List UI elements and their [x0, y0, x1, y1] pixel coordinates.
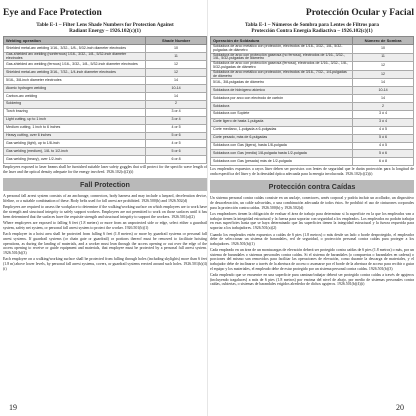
- table-row: [4, 140, 207, 148]
- operation-cell: Medium cutting, 1 inch to 6 inches: [4, 124, 146, 132]
- table-caption-line-1: Table E-1 – Filter Lens Shade Numbers for Protection Against: [36, 22, 174, 28]
- operation-cell: Soldadura de arco con protección gaseosa (ferrosa), electrodos de 1/16-, 3/32-, 1/8-, 5/32-pulgadas de diámetro: [211, 62, 353, 71]
- fall-protection-banner: Fall Protection: [3, 178, 207, 191]
- paragraph-unprotected-edge: Where employees are exposed to falling 6 feet (1.8 meters) or more from an unprotected side or edge, select either a guardrail system, safety net system, or personal fall arrest system to protect the worker. 1926.501(b)(1): [3, 221, 207, 230]
- table-row: [4, 108, 207, 116]
- table-row: [4, 61, 207, 69]
- shade-number-cell: 11: [353, 53, 414, 62]
- paragraph-unprotected-edge: Cuando los empleados estén expuestos a caídas de 6 pies (1.8 metros) o más desde un lado o borde desprotegido, el empleador debe de seleccionar un sistema de barandales, red de seguridad, o protección personal contra caídas para proteger a los trabajadores. 1926.501(b)(1): [210, 232, 414, 246]
- table-header-row: [4, 37, 207, 45]
- page-divider: [207, 0, 208, 416]
- operation-cell: Corte ligero de hasta 1-pulgada: [211, 118, 353, 126]
- operation-cell: Soldadura con Gas (media) 1/8-pulgada hasta 1/2-pulgada: [211, 150, 353, 158]
- paragraph-hoist-area: Cada empleado en un área de un montacargas de elevación deberá ser protegido contra caídas de 6 pies (1.8 metros) o más, por un sistema de barandales o sistemas personales contra caídas. Si el sistema de barandales (o compuertas o barandales en cadena) o porciones del mismo son removidos para facilitar las operaciones de elevación, como durante la descarga de materiales, y el trabajador debe de inclinarse a través de la abertura de acceso o asomarse por el borde de la abertura de acceso para recibir o guiar el equipo y los materiales, el empleado debe de estar protegido por un sistema personal contra caídas. 1926.501(b)(3): [210, 248, 414, 271]
- operation-cell: Soldadura de arco metálico con protección, electrodos de 3/16-, 7/32-, 1/4-pulgadas de diámetro: [211, 70, 353, 79]
- laser-paragraph: Employees exposed to laser beams shall be furnished suitable laser safety goggles that will protect for the specific wave length of the laser and the optical density adequate for the energy involved. 1926.102(c)(2)(i): [3, 165, 207, 174]
- table-row: [211, 103, 414, 111]
- table-caption: [210, 22, 414, 34]
- table-body: [4, 45, 207, 164]
- table-row: [211, 118, 414, 126]
- operation-cell: Soldadura por arco con electrodo de carbón: [211, 95, 353, 103]
- shade-number-cell: 10: [353, 45, 414, 54]
- column-header-shade: Shade Number: [146, 37, 207, 45]
- shade-number-cell: 14: [353, 79, 414, 87]
- table-row: [211, 126, 414, 134]
- table-row: [211, 158, 414, 166]
- operation-cell: Soldering: [4, 100, 146, 108]
- shade-number-cell: 3 or 4: [146, 116, 207, 124]
- operation-cell: Corte mediano, 1-pulgada a 6-pulgadas: [211, 126, 353, 134]
- paragraph-surface-assessment: Employees are required to assess the workplace to determine if the walking/working surface on which employees are to work have the strength and structural integrity to safely support workers. Employees are not permitted to work on those surfaces until it has been determined that the surfaces have the requisite strength and structural integrity to support the workers. 1926.501(a)(2): [3, 205, 207, 219]
- shade-number-cell: 5 or 6: [146, 132, 207, 140]
- shade-number-cell: 3 or 4: [146, 108, 207, 116]
- table-caption-line-2: Radiant Energy – 1926.102(c)(1): [69, 28, 141, 34]
- shade-number-cell: 4 ó 5: [353, 126, 414, 134]
- table-row: [4, 148, 207, 156]
- operation-cell: Corte pesado, más de 6-pulgadas: [211, 134, 353, 142]
- paragraph-fall-arrest-system: A personal fall arrest system consists of an anchorage, connectors, body harness and may include a lanyard, deceleration device, lifeline, or a suitable combination of these. Body belts used for fall arrest are prohibited. 1926.500(b) and 1926.502(d): [3, 194, 207, 203]
- right-page-spanish: [210, 0, 414, 416]
- table-row: [211, 62, 414, 71]
- table-row: [4, 156, 207, 164]
- column-header-shade: Número de Sombra: [353, 37, 414, 45]
- shade-number-table: [210, 36, 414, 166]
- shade-number-cell: 10-14: [353, 87, 414, 95]
- table-row: [4, 85, 207, 93]
- operation-cell: 5/16-, 3/8-inch diameter electrodes: [4, 77, 146, 85]
- operation-cell: Gas welding (heavy), over 1/2-inch: [4, 156, 146, 164]
- page-number: 19: [9, 403, 17, 412]
- shade-number-cell: 10: [146, 45, 207, 53]
- shade-number-cell: 3 ó 4: [353, 118, 414, 126]
- shade-number-cell: 12: [353, 62, 414, 71]
- shade-number-cell: 14: [146, 93, 207, 101]
- paragraph-holes: Each employee on a walking/working surface shall be protected from falling through holes (including skylights) more than 6 feet (1.8 m) above lower levels, by personal fall arrest systems, covers, or guardrail systems erected around such holes. 1926.501(b)(4)(i): [3, 257, 207, 271]
- table-body: [211, 45, 414, 166]
- table-caption: [3, 22, 207, 34]
- shade-number-cell: 5 or 6: [146, 148, 207, 156]
- operation-cell: Soldadura de arco metálico con protección, electrodos de 1/16-, 3/32-, 1/8-, 5/32-pulgadas de diámetro: [211, 45, 353, 54]
- operation-cell: Soldadura con Soplete: [211, 110, 353, 118]
- operation-cell: Soldadura de arco con protección gaseosa (no ferrosa), electrodos de 1/16-, 3/32-, 1/8-, 5/32-pulgadas de diámetro: [211, 53, 353, 62]
- fall-protection-banner: Protección contra Caídas: [210, 180, 414, 193]
- table-row: [4, 116, 207, 124]
- operation-cell: Shielded metal-arc welding 1/16-, 3/32-, 1/8-, 5/32-inch diameter electrodes: [4, 45, 146, 53]
- shade-number-cell: 2: [146, 100, 207, 108]
- shade-number-cell: 2: [353, 103, 414, 111]
- operation-cell: 5/16-, 3/8-pulgadas de diámetro: [211, 79, 353, 87]
- table-caption-line-1: Tabla E-1 – Números de Sombra para Lentes de Filtros para: [245, 22, 379, 28]
- operation-cell: Gas welding (medium), 1/8- to 1/2-inch: [4, 148, 146, 156]
- left-page-english: [3, 0, 207, 416]
- operation-cell: Carbon-arc welding: [4, 93, 146, 101]
- table-row: [4, 132, 207, 140]
- paragraph-holes: Cada empleado que se encuentre en una superficie para caminar/trabajar deberá ser protegido contra caídas a través de agujeros (incluyendo tragaluces) a más de 6 pies (1.8 metros) por encima del nivel de abajo, por medio de sistemas personales contra caídas, cubiertas, o sistemas de barandales erigidos alrededor de dichos agujeros. 1926.501(b)(4)(i): [210, 273, 414, 287]
- operation-cell: Atomic hydrogen welding: [4, 85, 146, 93]
- operation-cell: Soldadura: [211, 103, 353, 111]
- table-row: [4, 100, 207, 108]
- shade-number-cell: 3 ó 4: [353, 110, 414, 118]
- operation-cell: Soldadura con Gas (ligera), hasta 1/8-pulgada: [211, 142, 353, 150]
- operation-cell: Soldadura de hidrógeno atómico: [211, 87, 353, 95]
- shade-number-cell: 4 or 5: [146, 140, 207, 148]
- table-row: [4, 69, 207, 77]
- paragraph-fall-arrest-system: Un sistema personal contra caídas consiste en un anclaje, conectores, arnés corporal y podría incluir un acollador, un dispositivo de desaceleración, un cable salvavidas, o una combinación adecuada de todos éstos. Se prohibió el uso de cinturones corporales para la protección contra caídas. 1926.500(b) y 1926.502(d): [210, 196, 414, 210]
- column-header-operation: Operación de Soldadura: [211, 37, 353, 45]
- table-row: [211, 70, 414, 79]
- paragraph-hoist-area: Each employee in a hoist area shall be protected from falling 6 feet (1.8 meters) or more by guardrail systems or personal fall arrest systems. If guardrail systems (or chain gate or guardrail) or portions thereof must be removed to facilitate hoisting operations, as during the landing of materials, and a worker must lean through the access opening or out over the edge of the access opening to receive or guide equipment and materials, that employee must be protected by a personal fall arrest system. 1926.501(b)(3): [3, 232, 207, 255]
- operation-cell: Gas welding (light), up to 1/8-inch: [4, 140, 146, 148]
- table-row: [211, 110, 414, 118]
- shade-number-cell: 14: [353, 95, 414, 103]
- table-row: [211, 79, 414, 87]
- table-row: [211, 150, 414, 158]
- proteccion-ocular-title: Protección Ocular y Facial: [305, 8, 414, 18]
- table-row: [4, 124, 207, 132]
- column-header-operation: Welding operation: [4, 37, 146, 45]
- table-row: [4, 52, 207, 61]
- table-row: [211, 134, 414, 142]
- shade-number-cell: 5 ó 6: [353, 150, 414, 158]
- shade-number-cell: 12: [353, 70, 414, 79]
- table-row: [4, 77, 207, 85]
- shade-number-cell: 6 or 8: [146, 156, 207, 164]
- shade-number-cell: 4 ó 5: [353, 142, 414, 150]
- shade-number-cell: 11: [146, 52, 207, 61]
- paragraph-surface-assessment: Los empleadores tienen la obligación de evaluar el área de trabajo para determinar si la superficie en la que los empleados van a trabajar tienen la integridad estructural y la fuerza para soportar con seguridad a los empleados. Los empleados no podrán trabajar en esas superficies hasta que se haya determinado que las superficies tienen la integridad estructural y la fuerza requerida para soportar a los trabajadores. 1926.501(a)(2): [210, 212, 414, 230]
- shade-number-cell: 5 ó 6: [353, 134, 414, 142]
- shade-number-cell: 10-14: [146, 85, 207, 93]
- operation-cell: Shielded metal-arc welding 3/16-, 7/32-, 1/4-inch diameter electrodes: [4, 69, 146, 77]
- shade-number-cell: 12: [146, 61, 207, 69]
- table-row: [211, 95, 414, 103]
- table-row: [4, 93, 207, 101]
- operation-cell: Torch brazing: [4, 108, 146, 116]
- shade-number-cell: 4 or 5: [146, 124, 207, 132]
- table-row: [211, 87, 414, 95]
- shade-number-cell: 6 ó 8: [353, 158, 414, 166]
- table-caption-line-2: Protección Contra Energía Radiactiva – 1926.102(c)(1): [251, 28, 373, 34]
- shade-number-cell: 12: [146, 69, 207, 77]
- table-row: [211, 142, 414, 150]
- shade-number-table: [3, 36, 207, 164]
- page-number: 20: [396, 403, 404, 412]
- eye-face-protection-title: Eye and Face Protection: [3, 8, 102, 18]
- operation-cell: Soldadura con Gas (pesada) más de 1/2-pulgada: [211, 158, 353, 166]
- operation-cell: Gas-shielded arc welding (nonferrous) 1/16-, 3/32-, 1/8-, 5/32-inch diameter electrodes: [4, 52, 146, 61]
- table-row: [211, 45, 414, 54]
- shade-number-cell: 14: [146, 77, 207, 85]
- operation-cell: Light cutting, up to 1 inch: [4, 116, 146, 124]
- laser-paragraph: Los empleados expuestos a rayos láser deben ser provistos con lentes de seguridad que le darán protección para la longitud de onda específica del láser y de la densidad óptica adecuada para la energía involucrada. 1926.102(c)(2)(i): [210, 167, 414, 176]
- operation-cell: Gas-shielded arc welding (ferrous) 1/16-, 3/32-, 1/8-, 5/32-inch diameter electrodes: [4, 61, 146, 69]
- operation-cell: Heavy cutting, over 6 inches: [4, 132, 146, 140]
